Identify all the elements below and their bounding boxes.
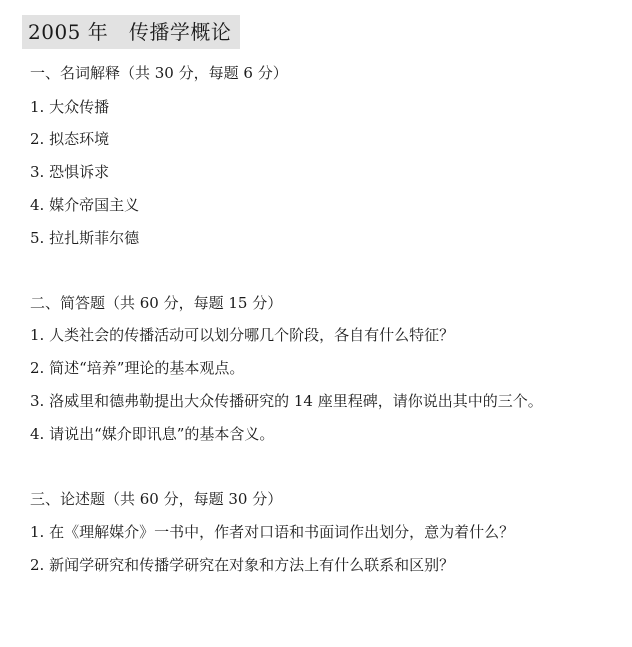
page-title: 2005 年 传播学概论 xyxy=(28,20,232,44)
question-item: 2. 简述“培养”理论的基本观点。 xyxy=(30,359,245,377)
question-item: 4. 请说出“媒介即讯息”的基本含义。 xyxy=(30,425,275,443)
section-heading-3: 三、论述题（共 60 分，每题 30 分） xyxy=(30,490,283,508)
question-item: 2. 新闻学研究和传播学研究在对象和方法上有什么联系和区别？ xyxy=(30,556,455,574)
question-item: 1. 人类社会的传播活动可以划分哪几个阶段，各自有什么特征？ xyxy=(30,326,455,344)
question-item: 3. 恐惧诉求 xyxy=(30,163,110,181)
question-item: 5. 拉扎斯菲尔德 xyxy=(30,229,140,247)
question-item: 1. 大众传播 xyxy=(30,98,110,116)
section-heading-2: 二、简答题（共 60 分，每题 15 分） xyxy=(30,294,283,312)
section-heading-1: 一、名词解释（共 30 分，每题 6 分） xyxy=(30,64,288,82)
question-item: 2. 拟态环境 xyxy=(30,130,110,148)
question-item: 3. 洛威里和德弗勒提出大众传播研究的 14 座里程碑，请你说出其中的三个。 xyxy=(30,392,543,410)
question-item: 4. 媒介帝国主义 xyxy=(30,196,140,214)
question-item: 1. 在《理解媒介》一书中，作者对口语和书面词作出划分，意为着什么？ xyxy=(30,523,515,541)
